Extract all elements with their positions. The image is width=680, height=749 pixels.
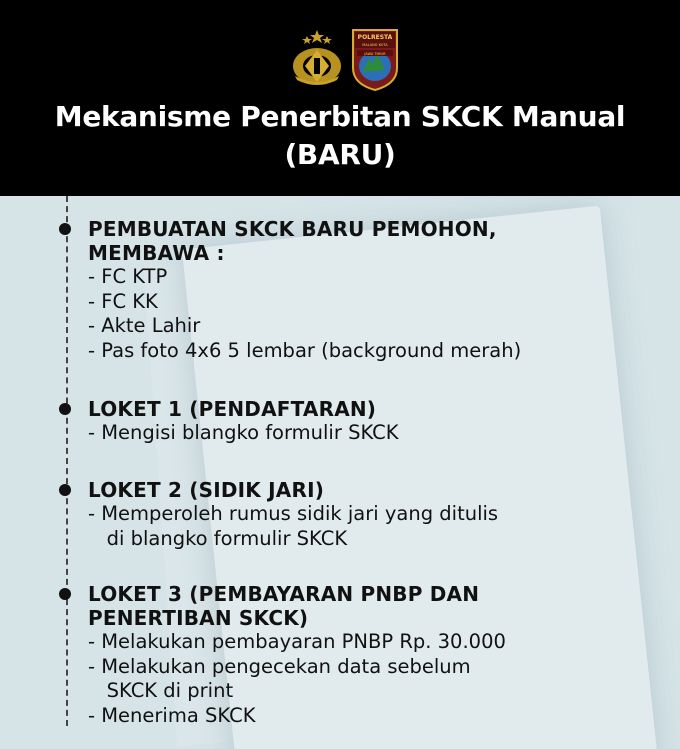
logo-text-bottom: JAWA TIMUR — [364, 52, 386, 56]
title-line-2: (BARU) — [284, 138, 396, 171]
section-heading: PEMBUATAN SKCK BARU PEMOHON, — [88, 217, 497, 241]
section-pembuatan — [64, 217, 664, 363]
list-item: SKCK di print — [88, 679, 234, 702]
logos — [0, 14, 680, 84]
section-loket-2 — [64, 478, 664, 551]
title-line-1: Mekanisme Penerbitan SKCK Manual — [54, 100, 626, 133]
section-heading: PENERTIBAN SKCK) — [88, 606, 309, 630]
list-item: - Pas foto 4x6 5 lembar (background merah) — [88, 338, 522, 362]
list-item: - Akte Lahir — [88, 314, 201, 337]
header-banner — [0, 0, 680, 196]
list-item: di blangko formulir SKCK — [88, 526, 348, 550]
page-title — [0, 98, 680, 174]
section-loket-3 — [64, 582, 664, 728]
police-emblem-icon — [285, 28, 349, 90]
list-item: - FC KK — [88, 289, 158, 313]
section-heading: LOKET 2 (SIDIK JARI) — [88, 478, 325, 502]
bullet-dot — [59, 403, 71, 415]
list-item: - FC KTP — [88, 265, 168, 288]
bullet-dot — [59, 588, 71, 600]
polresta-emblem-icon — [351, 28, 399, 92]
list-item: - Mengisi blangko formulir SKCK — [88, 421, 399, 444]
logo-text-top: POLRESTA — [357, 34, 393, 41]
list-item: - Memperoleh rumus sidik jari yang ditulis — [88, 502, 499, 525]
bullet-dot — [59, 223, 71, 235]
section-heading: LOKET 3 (PEMBAYARAN PNBP DAN — [88, 582, 480, 606]
section-heading: MEMBAWA : — [88, 241, 225, 265]
list-item: - Melakukan pengecekan data sebelum — [88, 654, 471, 678]
section-heading: LOKET 1 (PENDAFTARAN) — [88, 397, 377, 421]
bullet-dot — [59, 484, 71, 496]
logo-text-mid: MALANG KOTA — [362, 43, 388, 47]
list-item: - Melakukan pembayaran PNBP Rp. 30.000 — [88, 630, 506, 653]
section-loket-1 — [64, 397, 664, 446]
list-item: - Menerima SKCK — [88, 703, 256, 727]
